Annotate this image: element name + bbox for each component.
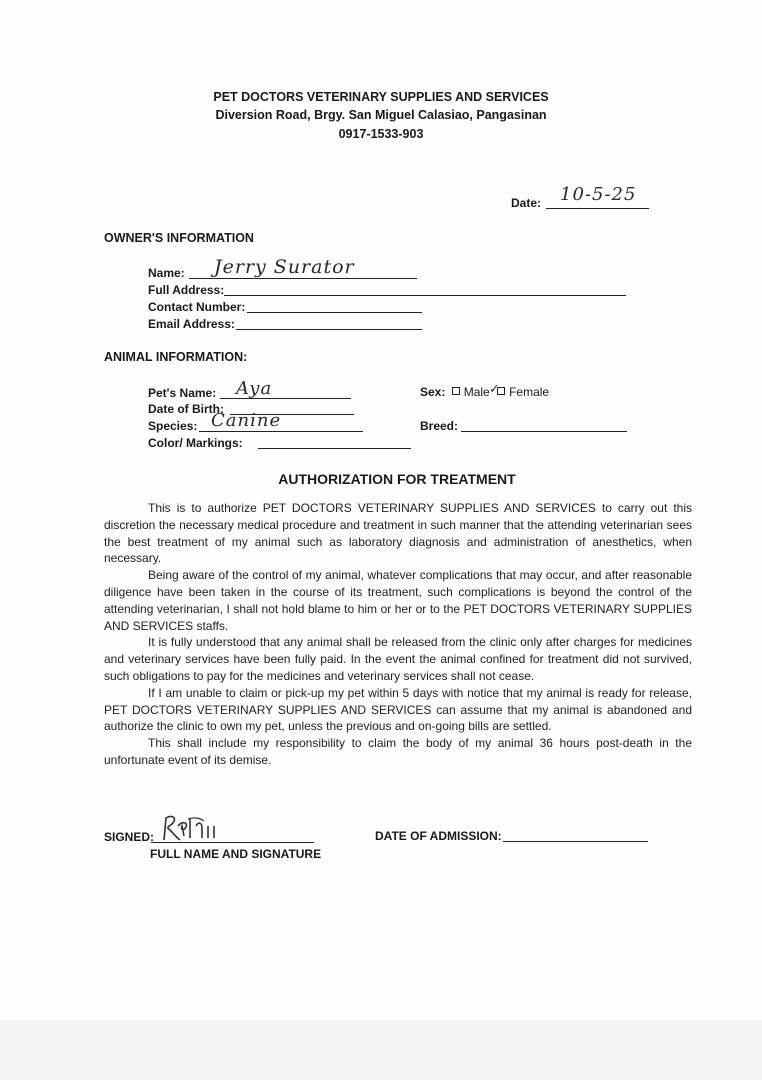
date-of-admission-label: DATE OF ADMISSION: bbox=[375, 829, 502, 843]
color-markings-line bbox=[258, 448, 411, 449]
owner-name-value[interactable]: Jerry Surator bbox=[214, 256, 355, 278]
scan-margin bbox=[0, 1020, 762, 1080]
handwritten-signature[interactable] bbox=[158, 812, 228, 844]
male-option-label: Male bbox=[463, 385, 490, 399]
animal-section-title: ANIMAL INFORMATION: bbox=[104, 350, 248, 364]
paragraph-5: This shall include my responsibility to claim the body of my animal 36 hours post-death in the unfortunate event of its demise. bbox=[104, 736, 692, 767]
species-label: Species: bbox=[148, 419, 198, 433]
date-label: Date: bbox=[511, 196, 542, 210]
date-line bbox=[546, 208, 649, 209]
authorization-title: AUTHORIZATION FOR TREATMENT bbox=[278, 471, 516, 487]
paragraph-2: Being aware of the control of my animal, whatever complications that may occur, and after reasonable diligence have been taken in the course of its treatment, such complications is beyond the control of the attending veterinarian, I shall not hold blame to him or her or to the PET DOCTORS VETERINARY SUPPLIES AND SERVICES staffs. bbox=[104, 568, 692, 633]
clinic-address: Diversion Road, Brgy. San Miguel Calasiao, Pangasinan bbox=[215, 108, 547, 122]
contact-number-line bbox=[247, 312, 422, 313]
sex-field bbox=[420, 385, 549, 399]
owner-name-label: Name: bbox=[148, 266, 185, 280]
male-checkbox[interactable] bbox=[452, 387, 460, 395]
paragraph-1: This is to authorize PET DOCTORS VETERINARY SUPPLIES AND SERVICES to carry out this discretion the necessary medical procedure and treatment in such manner that the attending veterinarian sees the best treatment of my animal such as laboratory diagnosis and administration of anesthetics, when necessary. bbox=[104, 501, 692, 566]
paragraph-3: It is fully understood that any animal shall be released from the clinic only after charges for medicines and veterinary services have been fully paid. In the event the animal confined for treatment did not survived, such obligations to pay for the medicines and veterinary services shall not cease. bbox=[104, 635, 692, 683]
female-check-mark-icon: ✓ bbox=[489, 382, 500, 397]
date-value[interactable]: 10-5-25 bbox=[560, 184, 637, 205]
clinic-name: PET DOCTORS VETERINARY SUPPLIES AND SERVICES bbox=[213, 90, 549, 104]
full-address-line bbox=[224, 295, 626, 296]
email-address-label: Email Address: bbox=[148, 317, 235, 331]
clinic-phone: 0917-1533-903 bbox=[338, 127, 424, 141]
breed-label: Breed: bbox=[420, 419, 459, 433]
species-value[interactable]: Canine bbox=[211, 410, 282, 431]
sex-label: Sex: bbox=[420, 385, 446, 399]
owner-name-line bbox=[189, 278, 417, 279]
color-markings-label: Color/ Markings: bbox=[148, 436, 243, 450]
dob-label: Date of Birth: bbox=[148, 402, 224, 416]
contact-number-label: Contact Number: bbox=[148, 300, 246, 314]
full-address-label: Full Address: bbox=[148, 283, 225, 297]
date-of-admission-line bbox=[503, 841, 648, 842]
female-option-label: Female bbox=[509, 385, 550, 399]
authorization-body bbox=[104, 500, 692, 769]
email-address-line bbox=[236, 329, 422, 330]
owner-section-title: OWNER'S INFORMATION bbox=[104, 231, 254, 245]
species-line bbox=[199, 431, 363, 432]
signature-caption: FULL NAME AND SIGNATURE bbox=[150, 847, 322, 861]
paragraph-4: If I am unable to claim or pick-up my pet within 5 days with notice that my animal is ready for release, PET DOCTORS VETERINARY SUPPLIES AND SERVICES can assume that my animal is abandoned and authorize the clinic to own my pet, unless the previous and on-going bills are settled. bbox=[104, 685, 692, 734]
pet-name-value[interactable]: Aya bbox=[236, 378, 273, 399]
signed-label: SIGNED: bbox=[104, 830, 155, 844]
breed-line bbox=[461, 431, 627, 432]
pet-name-label: Pet's Name: bbox=[148, 386, 217, 400]
